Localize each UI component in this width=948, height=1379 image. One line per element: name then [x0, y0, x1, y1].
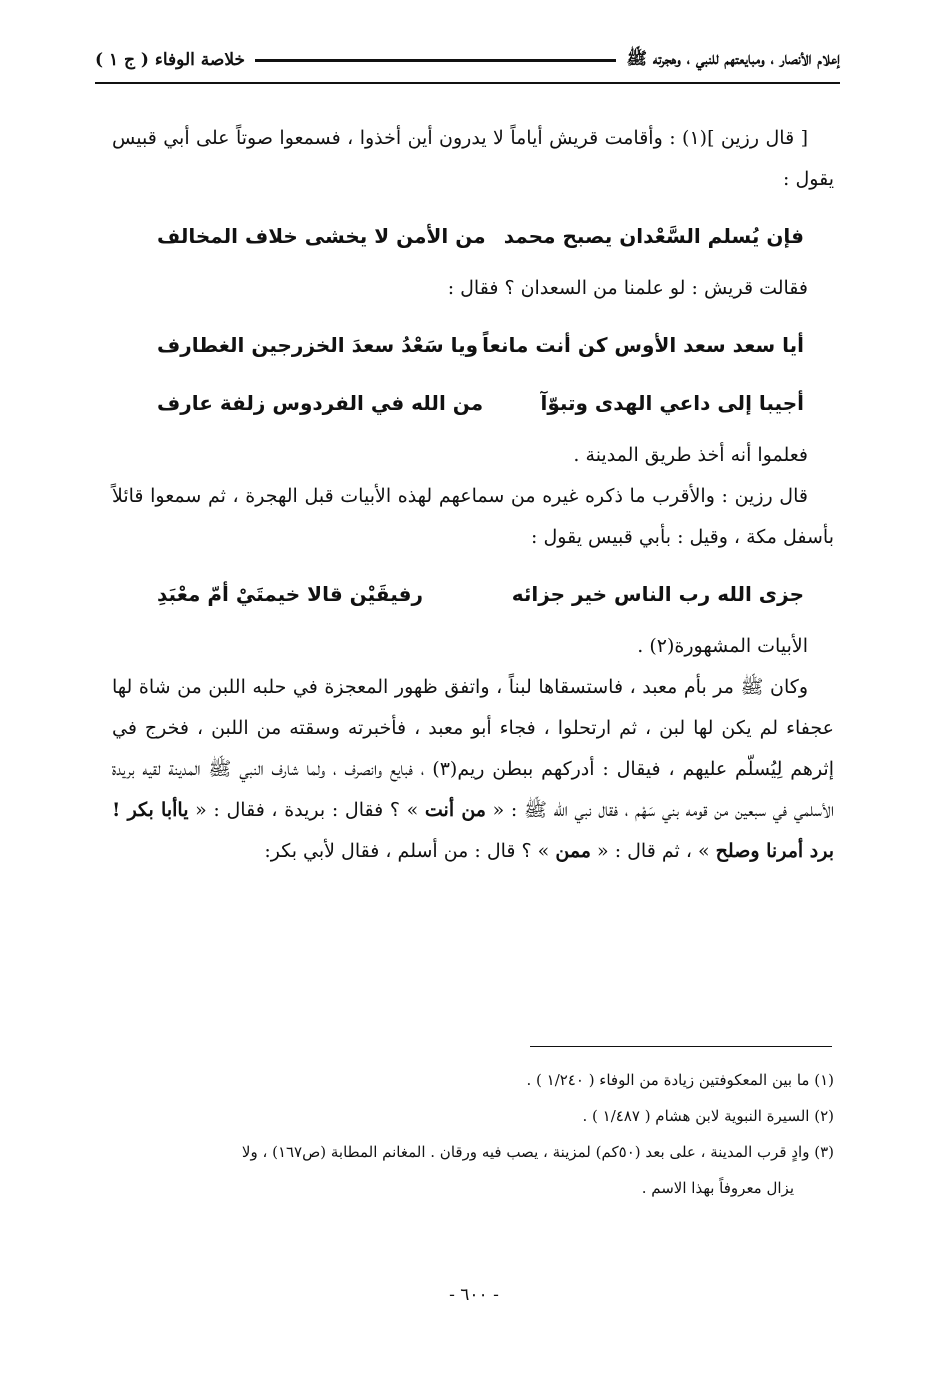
text-run: » ، ثم قال : «: [590, 840, 716, 862]
verse-line: [157, 381, 804, 425]
quote-bold: ممن: [555, 840, 591, 862]
main-text: [112, 118, 834, 872]
verse-hemistich-second: من الله في الفردوس زلفة عارف: [157, 391, 484, 415]
header-divider: [95, 82, 840, 84]
verse-line: [157, 572, 804, 616]
paragraph: فقالت قريش : لو علمنا من السعدان ؟ فقال :: [447, 277, 808, 299]
verse-line: [157, 323, 804, 367]
footnote-continuation: يزال معروفاً بهذا الاسم .: [641, 1179, 794, 1197]
verse-hemistich-first: أيا سعد سعد الأوس كن أنت مانعاً: [482, 333, 804, 357]
verse-hemistich-first: جزى الله رب الناس خير جزائه: [511, 582, 804, 606]
paragraph: فعلموا أنه أخذ طريق المدينة .: [573, 444, 808, 466]
verse-hemistich-second: ويا سَعْدُ سعدَ الخزرجين الغطارف: [157, 333, 479, 357]
paragraph: قال رزين : والأقرب ما ذكره غيره من سماعهم لهذه الأبيات قبل الهجرة ، ثم سمعوا قائلاً بأسفل مكة ، وقيل : بأبي قبيس يقول :: [112, 485, 834, 548]
footnote: (٣) وادٍ قرب المدينة ، على بعد (٥٠كم) لمزينة ، يصب فيه ورقان . المغانم المطابة (ص١٦٧) ، ولا: [241, 1143, 834, 1161]
paragraph: [112, 667, 834, 872]
running-header: [95, 40, 840, 80]
verse-hemistich-second: من الأمن لا يخشى خلاف المخالف: [157, 224, 486, 248]
verse-hemistich-first: أجيبا إلى داعي الهدى وتبوّآ: [540, 391, 804, 415]
header-rule: [255, 59, 616, 62]
text-run: » ؟ فقال : بريدة ، فقال : «: [188, 799, 425, 821]
paragraph: الأبيات المشهورة(٢) .: [637, 635, 808, 657]
footnote: (٢) السيرة النبوية لابن هشام ( ١/٤٨٧ ) .: [582, 1107, 834, 1125]
page-number: - ٦٠٠ -: [449, 1285, 499, 1305]
quote-bold: ياأبا بكر ! برد أمرنا وصلح: [112, 799, 834, 862]
footnote: (١) ما بين المعكوفتين زيادة من الوفاء ( ١/٢٤٠ ) .: [526, 1071, 834, 1089]
verse-line: [157, 214, 804, 258]
verse-hemistich-first: فإن يُسلم السَّعْدان يصبح محمد: [503, 224, 804, 248]
verse-hemistich-second: رفيقَيْن قالا خيمتَيْ أمّ معْبَدِ: [157, 582, 423, 606]
header-chapter-title: إعلام الأنصار ، ومبايعتهم للنبي ، وهجرته ﷺ: [626, 48, 840, 69]
footnote-separator: [530, 1046, 832, 1047]
paragraph: [ قال رزين ](١) : وأقامت قريش أياماً لا يدرون أين أخذوا ، فسمعوا صوتاً على أبي قبيس يقول :: [112, 127, 834, 190]
quote-bold: من أنت: [424, 799, 486, 821]
header-book-title: خلاصة الوفاء ( ج ١ ): [95, 50, 245, 70]
footnotes: [112, 1062, 834, 1206]
text-run: وكان ﷺ مر بأم معبد ، فاستسقاها لبناً ، واتفق ظهور المعجزة في حلبه اللبن من شاة لها عجفاء لم يكن لها لبن ، ثم ارتحلوا ، فجاء أبو معبد ، فأخبرته وسقته من اللبن ، فخرج في إثرهم لِيُسلّم عليهم ، فيقال : أدركهم ببطن ريم(٣) ، فبايع وانصرف ، ولما شارف النبي ﷺ المدينة لقيه بريدة الأسلمي في سبعين من قومه بني سَهْم ، فقال نبي الله ﷺ : «: [112, 676, 834, 821]
text-run: » ؟ قال : من أسلم ، فقال لأبي بكر:: [264, 840, 556, 862]
